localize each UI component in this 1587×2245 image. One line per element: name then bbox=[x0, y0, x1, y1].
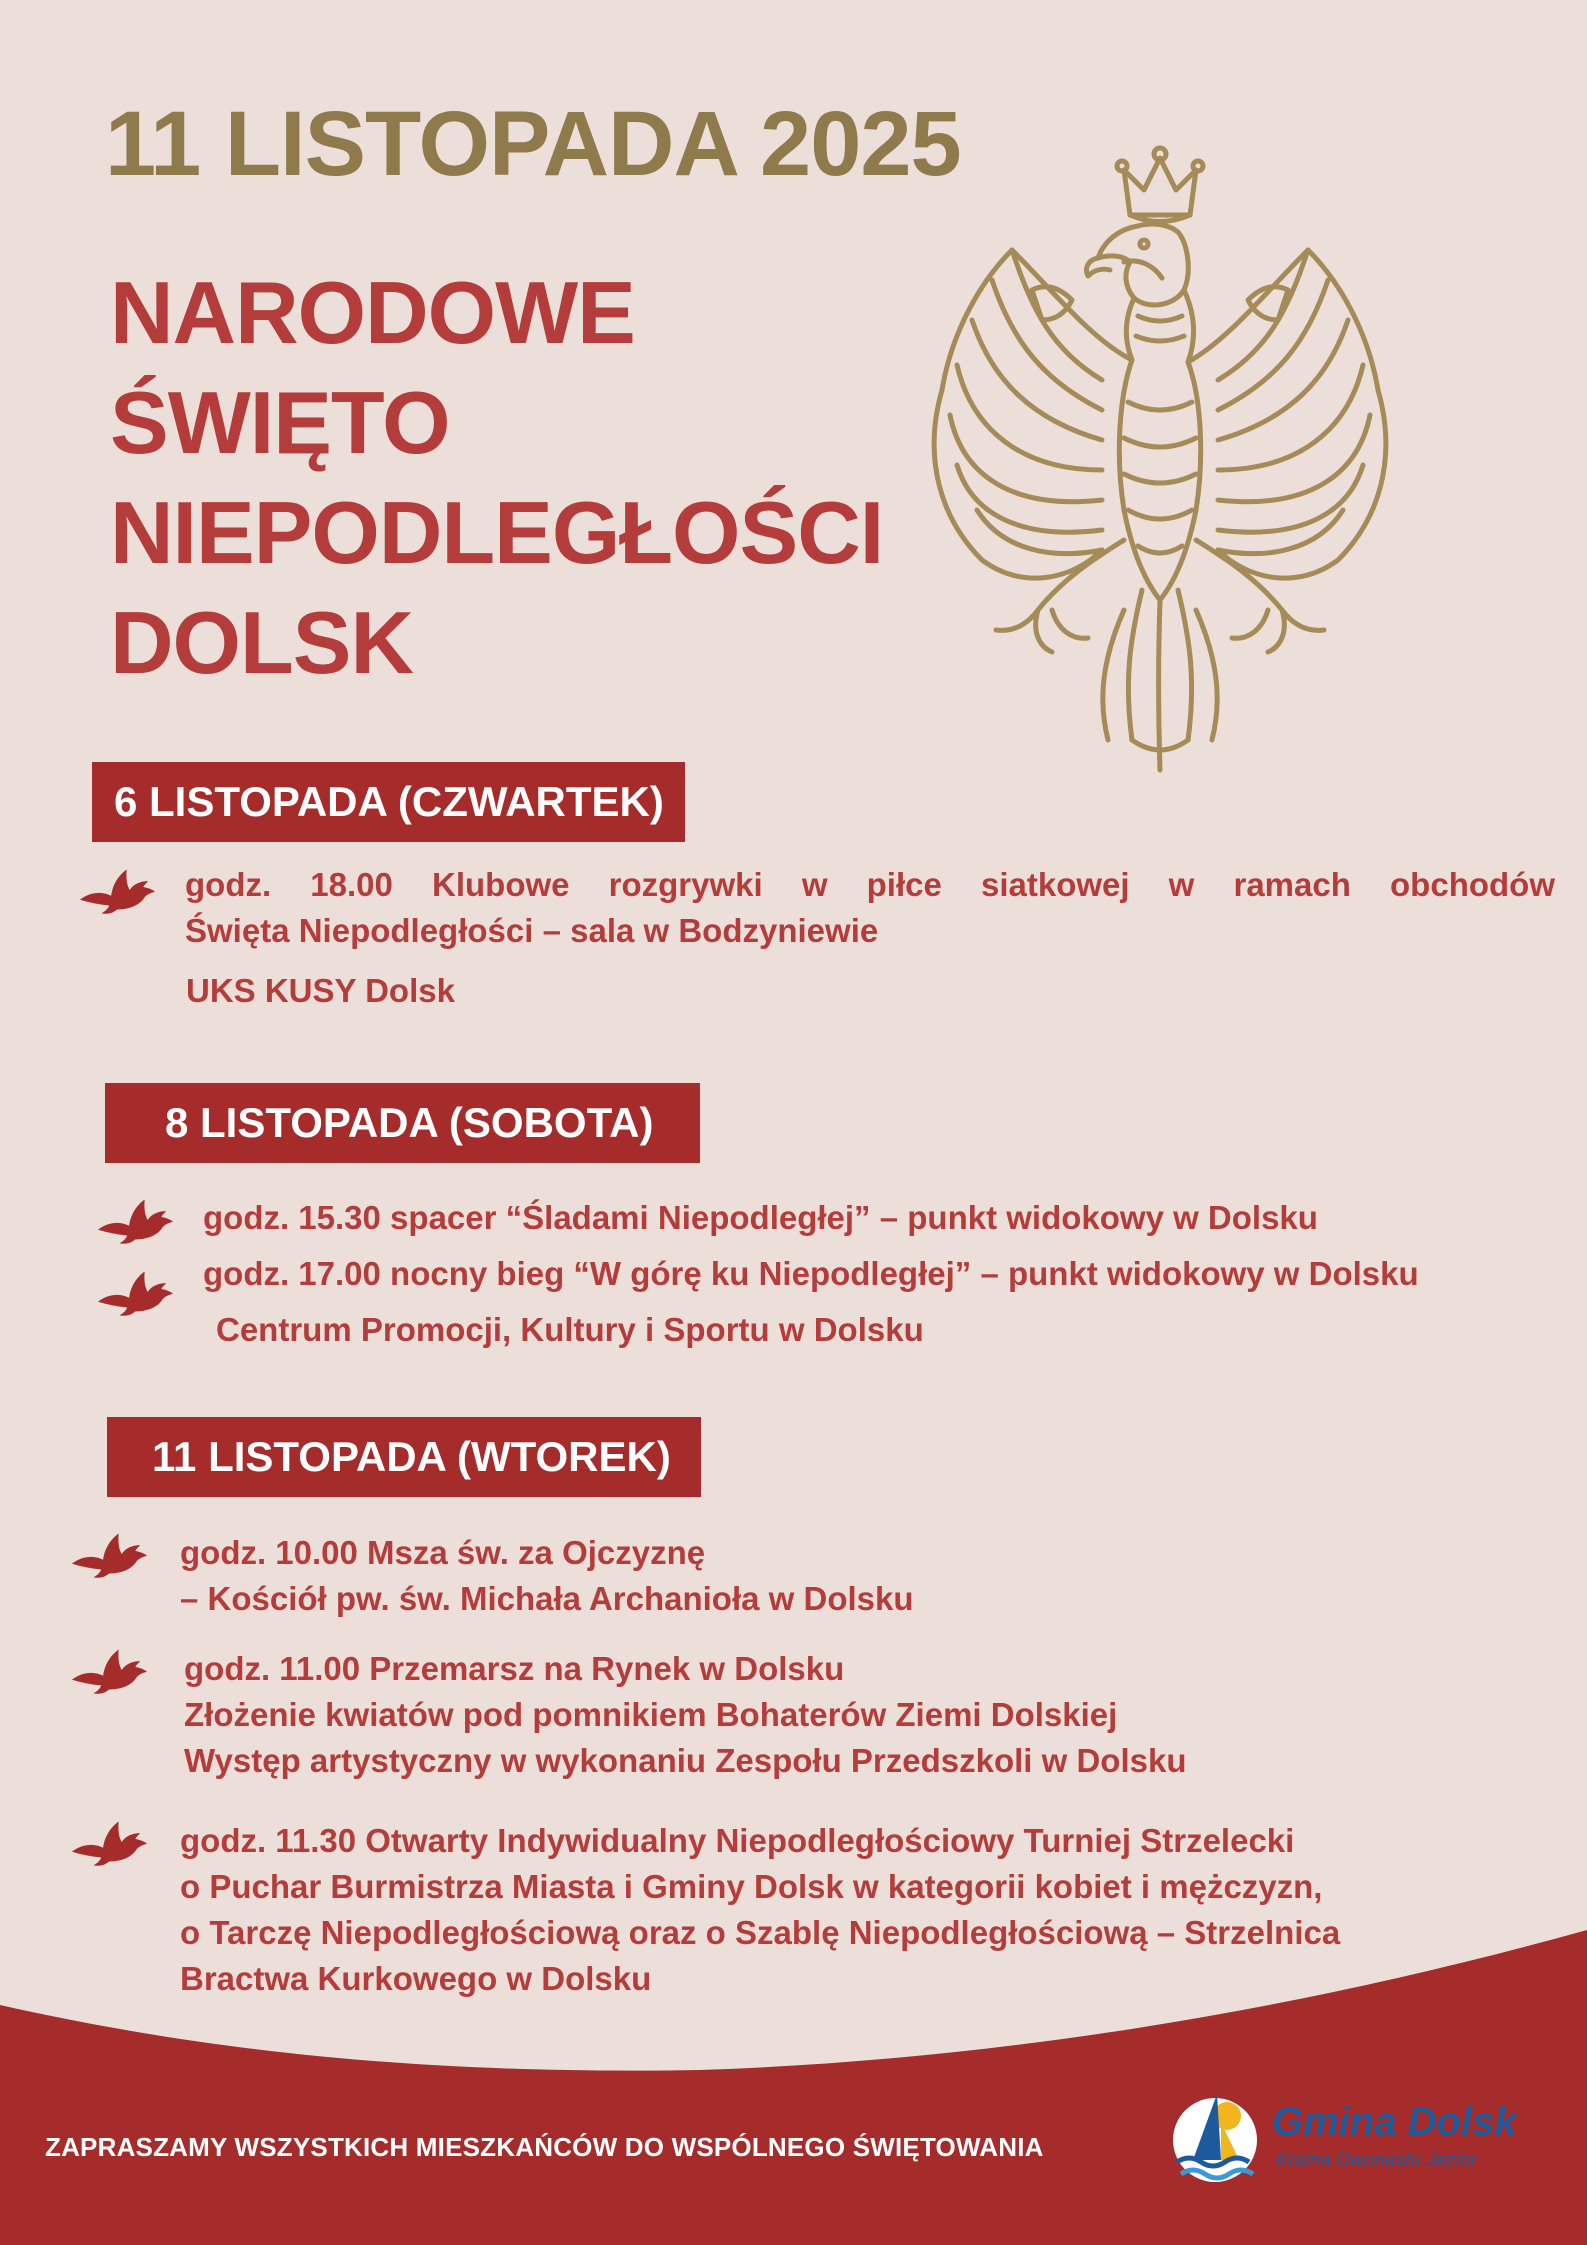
dove-icon bbox=[78, 860, 156, 916]
day-header-8-listopada: 8 LISTOPADA (SOBOTA) bbox=[105, 1083, 700, 1163]
logo-name: Gmina Dolsk bbox=[1272, 2100, 1517, 2144]
event-2-line-1: godz. 15.30 spacer “Śladami Niepodległej” – punkt widokowy w Dolsku bbox=[203, 1199, 1318, 1236]
event-5-line-3: Występ artystyczny w wykonaniu Zespołu Przedszkoli w Dolsku bbox=[184, 1742, 1187, 1779]
event-3 bbox=[203, 1251, 1419, 1297]
dove-icon bbox=[96, 1262, 174, 1318]
organizer-day-2: Centrum Promocji, Kultury i Sportu w Dolsku bbox=[216, 1311, 924, 1348]
title-line-1: NARODOWE bbox=[110, 263, 635, 362]
footer-invitation: ZAPRASZAMY WSZYSTKICH MIESZKAŃCÓW DO WSPÓLNEGO ŚWIĘTOWANIA bbox=[45, 2132, 1044, 2162]
event-5-line-2: Złożenie kwiatów pod pomnikiem Bohaterów Ziemi Dolskiej bbox=[184, 1696, 1118, 1733]
event-1-line-1: godz. 18.00 Klubowe rozgrywki w piłce siatkowej w ramach obchodów bbox=[185, 866, 1555, 903]
event-3-line-1: godz. 17.00 nocny bieg “W górę ku Niepodległej” – punkt widokowy w Dolsku bbox=[203, 1255, 1419, 1292]
event-5 bbox=[184, 1646, 1187, 1784]
event-4-line-1: godz. 10.00 Msza św. za Ojczyznę bbox=[180, 1534, 706, 1571]
event-2 bbox=[203, 1195, 1318, 1241]
title-line-3: NIEPODLEGŁOŚCI bbox=[110, 483, 884, 582]
day-header-11-listopada: 11 LISTOPADA (WTOREK) bbox=[107, 1417, 701, 1497]
event-1-line-2: Święta Niepodległości – sala w Bodzyniewie bbox=[185, 912, 879, 949]
event-5-line-1: godz. 11.00 Przemarsz na Rynek w Dolsku bbox=[184, 1650, 845, 1687]
event-6-line-1: godz. 11.30 Otwarty Indywidualny Niepodległościowy Turniej Strzelecki bbox=[180, 1822, 1295, 1859]
title-line-2: ŚWIĘTO bbox=[110, 373, 450, 472]
event-1 bbox=[185, 862, 1555, 954]
event-6-line-2: o Puchar Burmistrza Miasta i Gminy Dolsk w kategorii kobiet i mężczyzn, bbox=[180, 1868, 1323, 1905]
title-line-4: DOLSK bbox=[110, 593, 413, 692]
day-header-6-listopada: 6 LISTOPADA (CZWARTEK) bbox=[92, 762, 685, 842]
event-6-line-3: o Tarczę Niepodległościową oraz o Szablę Niepodległościową – Strzelnica bbox=[180, 1914, 1341, 1951]
event-6-line-4: Bractwa Kurkowego w Dolsku bbox=[180, 1960, 652, 1997]
event-4-line-2: – Kościół pw. św. Michała Archanioła w Dolsku bbox=[180, 1580, 914, 1617]
organizer-day-1: UKS KUSY Dolsk bbox=[186, 972, 455, 1009]
dove-icon bbox=[96, 1190, 174, 1246]
event-4 bbox=[180, 1530, 914, 1622]
date-title: 11 LISTOPADA 2025 bbox=[105, 93, 961, 195]
dove-icon bbox=[70, 1640, 148, 1696]
logo-tagline: Kraina Dwunastu Jezior bbox=[1276, 2150, 1477, 2171]
dove-icon bbox=[70, 1524, 148, 1580]
footer-wave bbox=[0, 1900, 1587, 2245]
dove-icon bbox=[70, 1812, 148, 1868]
event-title bbox=[110, 258, 883, 698]
polish-eagle-emblem-icon bbox=[862, 140, 1462, 780]
